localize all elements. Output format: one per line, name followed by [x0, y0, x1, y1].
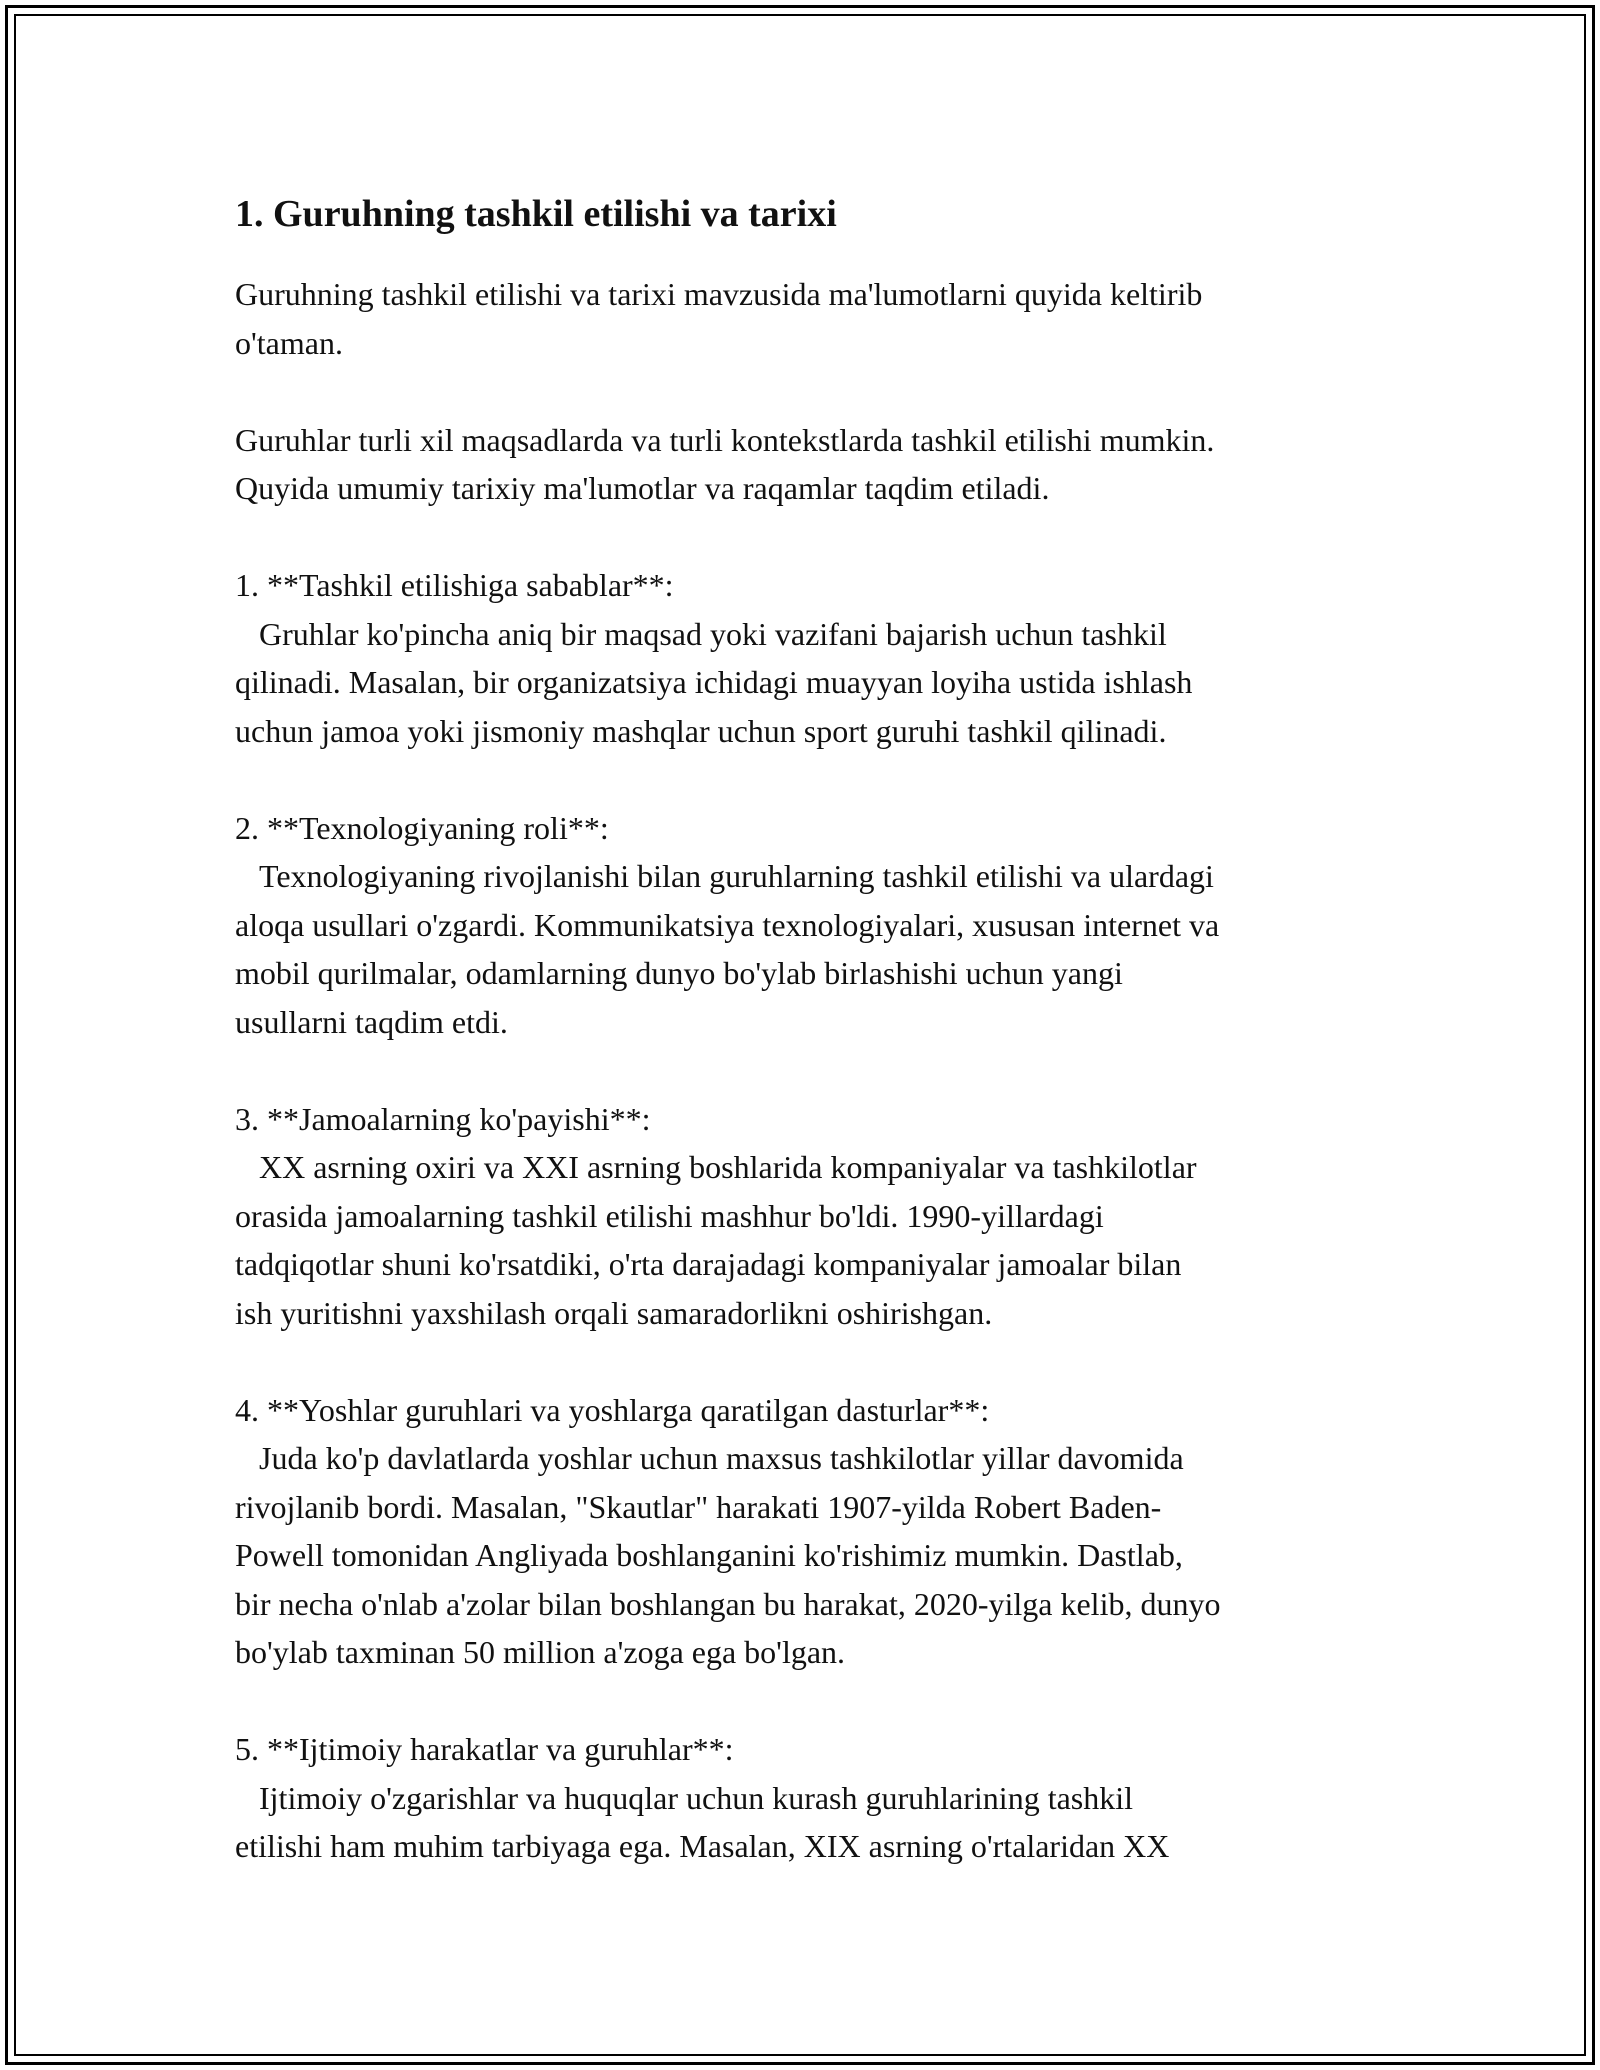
- text-line: mobil qurilmalar, odamlarning dunyo bo'ylab birlashishi uchun yangi: [235, 955, 1123, 991]
- text-line: usullarni taqdim etdi.: [235, 1003, 508, 1040]
- text-line: Juda ko'p davlatlarda yoshlar uchun maxsus tashkilotlar yillar davomida: [235, 1440, 1184, 1476]
- blank-line: [235, 1046, 1375, 1095]
- text-line: Texnologiyaning rivojlanishi bilan guruhlarning tashkil etilishi va ulardagi: [235, 858, 1214, 894]
- text-line: uchun jamoa yoki jismoniy mashqlar uchun sport guruhi tashkil qilinadi.: [235, 712, 1167, 749]
- text-line: 3. **Jamoalarning ko'payishi**:: [235, 1100, 651, 1137]
- text-line: Ijtimoiy o'zgarishlar va huquqlar uchun kurash guruhlarining tashkil: [235, 1779, 1134, 1816]
- text-line: orasida jamoalarning tashkil etilishi mashhur bo'ldi. 1990-yillardagi: [235, 1197, 1104, 1234]
- blank-line: [235, 755, 1375, 804]
- text-line: bo'ylab taxminan 50 million a'zoga ega bo'lgan.: [235, 1634, 846, 1670]
- text-line: tadqiqotlar shuni ko'rsatdiki, o'rta darajadagi kompaniyalar jamoalar bilan: [235, 1246, 1182, 1282]
- text-line: qilinadi. Masalan, bir organizatsiya ichidagi muayyan loyiha ustida ishlash: [235, 664, 1193, 700]
- text-line: o'taman.: [235, 324, 343, 361]
- document-text: [235, 270, 1375, 1871]
- text-line: bir necha o'nlab a'zolar bilan boshlangan bu harakat, 2020-yilga kelib, dunyo: [235, 1585, 1221, 1622]
- blank-line: [235, 367, 1375, 416]
- text-line: Quyida umumiy tarixiy ma'lumotlar va raqamlar taqdim etiladi.: [235, 470, 1050, 506]
- text-line: Gruhlar ko'pincha aniq bir maqsad yoki vazifani bajarish uchun tashkil: [235, 615, 1167, 652]
- document-body: [235, 186, 1375, 1871]
- text-line: aloqa usullari o'zgardi. Kommunikatsiya texnologiyalari, xususan internet va: [235, 906, 1220, 943]
- text-line: rivojlanib bordi. Masalan, "Skautlar" harakati 1907-yilda Robert Baden-: [235, 1488, 1162, 1525]
- text-line: ish yuritishni yaxshilash orqali samaradorlikni oshirishgan.: [235, 1294, 993, 1331]
- text-line: XX asrning oxiri va XXI asrning boshlarida kompaniyalar va tashkilotlar: [235, 1149, 1197, 1185]
- text-line: Guruhlar turli xil maqsadlarda va turli kontekstlarda tashkil etilishi mumkin.: [235, 421, 1215, 458]
- blank-line: [235, 513, 1375, 562]
- text-line: 2. **Texnologiyaning roli**:: [235, 809, 609, 846]
- text-line: etilishi ham muhim tarbiyaga ega. Masalan, XIX asrning o'rtalaridan XX: [235, 1828, 1170, 1864]
- text-line: 5. **Ijtimoiy harakatlar va guruhlar**:: [235, 1731, 734, 1767]
- section-heading: 1. Guruhning tashkil etilishi va tarixi: [235, 193, 837, 235]
- text-line: Guruhning tashkil etilishi va tarixi mavzusida ma'lumotlarni quyida keltirib: [235, 276, 1203, 312]
- blank-line: [235, 1337, 1375, 1386]
- blank-line: [235, 1677, 1375, 1726]
- text-line: 4. **Yoshlar guruhlari va yoshlarga qaratilgan dasturlar**:: [235, 1391, 990, 1428]
- text-line: Powell tomonidan Angliyada boshlanganini ko'rishimiz mumkin. Dastlab,: [235, 1537, 1183, 1573]
- text-line: 1. **Tashkil etilishiga sabablar**:: [235, 567, 674, 603]
